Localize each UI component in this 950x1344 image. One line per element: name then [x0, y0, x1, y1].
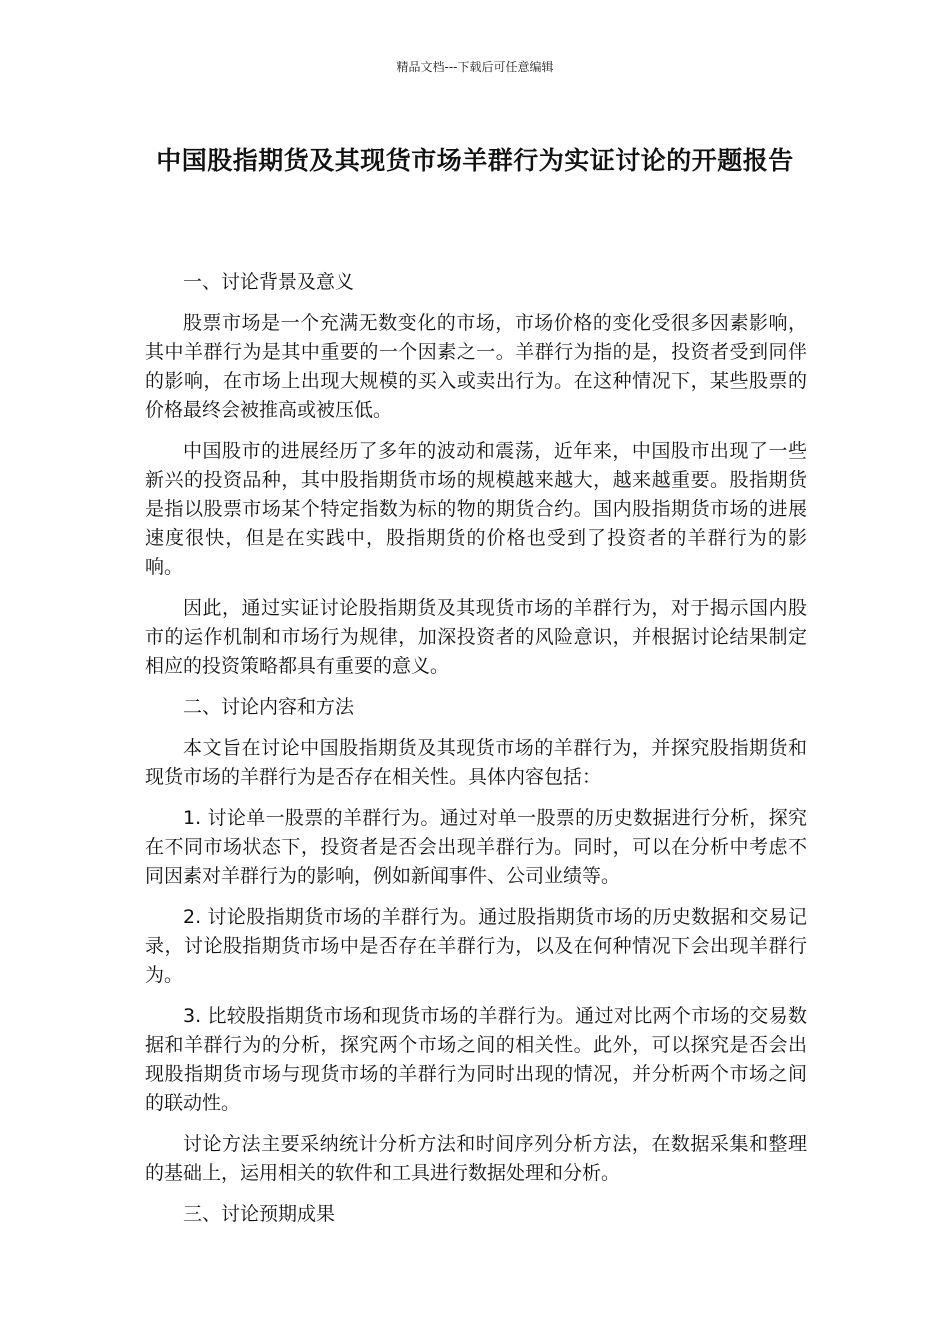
- list-item: 1. 讨论单一股票的羊群行为。通过对单一股票的历史数据进行分析，探究在不同市场状态下，投资者是否会出现羊群行为。同时，可以在分析中考虑不同因素对羊群行为的影响，例如新闻事件、公司业绩等。: [145, 807, 807, 887]
- page-header: 精品文档---下载后可任意编辑: [396, 60, 554, 74]
- list-item: 2. 讨论股指期货市场的羊群行为。通过股指期货市场的历史数据和交易记录，讨论股指期货市场中是否存在羊群行为，以及在何种情况下会出现羊群行为。: [145, 906, 807, 986]
- section-heading: 一、讨论背景及意义: [183, 271, 355, 293]
- paragraph: 本文旨在讨论中国股指期货及其现货市场的羊群行为，并探究股指期货和现货市场的羊群行为是否存在相关性。具体内容包括：: [145, 737, 807, 788]
- paragraph: 股票市场是一个充满无数变化的市场，市场价格的变化受很多因素影响，其中羊群行为是其中重要的一个因素之一。羊群行为指的是，投资者受到同伴的影响，在市场上出现大规模的买入或卖出行为。在这种情况下，某些股票的价格最终会被推高或被压低。: [145, 312, 807, 421]
- section-heading: 二、讨论内容和方法: [183, 696, 355, 718]
- list-item: 3. 比较股指期货市场和现货市场的羊群行为。通过对比两个市场的交易数据和羊群行为的分析，探究两个市场之间的相关性。此外，可以探究是否会出现股指期货市场与现货市场的羊群行为同时出现的情况，并分析两个市场之间的联动性。: [145, 1005, 807, 1114]
- document-title: 中国股指期货及其现货市场羊群行为实证讨论的开题报告: [156, 146, 794, 175]
- paragraph: 讨论方法主要采纳统计分析方法和时间序列分析方法，在数据采集和整理的基础上，运用相关的软件和工具进行数据处理和分析。: [145, 1133, 807, 1184]
- document-body: [145, 268, 807, 1241]
- paragraph: 因此，通过实证讨论股指期货及其现货市场的羊群行为，对于揭示国内股市的运作机制和市场行为规律，加深投资者的风险意识，并根据讨论结果制定相应的投资策略都具有重要的意义。: [145, 597, 807, 677]
- paragraph: 中国股市的进展经历了多年的波动和震荡，近年来，中国股市出现了一些新兴的投资品种，其中股指期货市场的规模越来越大，越来越重要。股指期货是指以股票市场某个特定指数为标的物的期货合约。国内股指期货市场的进展速度很快，但是在实践中，股指期货的价格也受到了投资者的羊群行为的影响。: [145, 440, 807, 578]
- section-heading: 三、讨论预期成果: [183, 1203, 336, 1225]
